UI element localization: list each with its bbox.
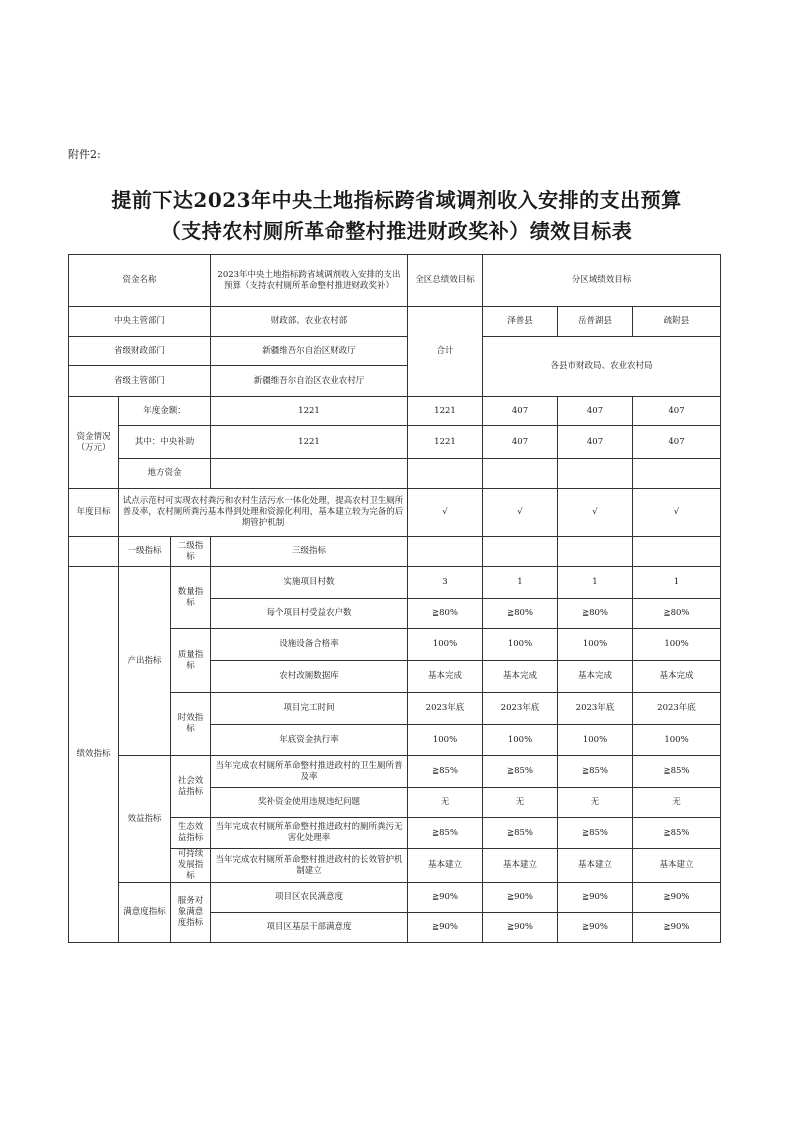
prov-finance-value: 新疆维吾尔自治区财政厅 [211, 337, 408, 366]
annual-amount-value: 1221 [211, 397, 408, 426]
indicator-value-region-1: ≧85% [483, 756, 558, 788]
indicator-value-total: ≧80% [408, 599, 483, 629]
indicator-value-region-2: 无 [558, 788, 633, 818]
header-blank-3 [558, 537, 633, 567]
performance-label: 绩效指标 [69, 567, 119, 943]
annual-goal-mark-3: √ [633, 489, 721, 537]
indicator-value-region-1: 无 [483, 788, 558, 818]
time-indicator-label: 时效指标 [171, 693, 211, 756]
region-2: 岳普湖县 [558, 307, 633, 337]
central-subsidy-region-3: 407 [633, 426, 721, 459]
indicator-value-total: 无 [408, 788, 483, 818]
header-blank-1 [408, 537, 483, 567]
indicator-name: 项目区基层干部满意度 [211, 913, 408, 943]
document-title-line1: 提前下达2023年中央土地指标跨省域调剂收入安排的支出预算 [111, 188, 682, 212]
central-subsidy-region-2: 407 [558, 426, 633, 459]
annual-amount-total: 1221 [408, 397, 483, 426]
indicator-value-region-2: 2023年底 [558, 693, 633, 725]
indicator-value-region-3: 2023年底 [633, 693, 721, 725]
indicator-value-total: 基本建立 [408, 849, 483, 883]
funds-label: 资金情况（万元） [69, 397, 119, 489]
indicator-name: 当年完成农村厕所革命整村推进政村的卫生厕所普及率 [211, 756, 408, 788]
prov-dept-value: 新疆维吾尔自治区农业农村厅 [211, 366, 408, 397]
indicator-value-region-2: 100% [558, 725, 633, 756]
indicator-value-region-1: 100% [483, 725, 558, 756]
quality-indicator-label: 质量指标 [171, 629, 211, 693]
service-satisfaction-label: 服务对象满意度指标 [171, 883, 211, 943]
indicator-value-region-1: ≧90% [483, 913, 558, 943]
prov-dept-label: 省级主管部门 [69, 366, 211, 397]
indicator-value-region-1: 100% [483, 629, 558, 661]
indicator-name: 当年完成农村厕所革命整村推进政村的长效管护机制建立 [211, 849, 408, 883]
indicator-value-region-2: ≧90% [558, 883, 633, 913]
indicator-name: 项目区农民满意度 [211, 883, 408, 913]
central-subsidy-total: 1221 [408, 426, 483, 459]
indicator-value-total: ≧90% [408, 913, 483, 943]
indicator-value-region-3: 基本建立 [633, 849, 721, 883]
indicator-value-region-2: ≧85% [558, 756, 633, 788]
indicator-value-region-1: ≧80% [483, 599, 558, 629]
indicator-name: 奖补资金使用违规违纪问题 [211, 788, 408, 818]
annual-goal-mark-2: √ [558, 489, 633, 537]
annual-amount-label: 年度金额： [119, 397, 211, 426]
indicator-value-region-2: ≧85% [558, 818, 633, 849]
total-target-label: 全区总绩效目标 [408, 255, 483, 307]
indicator-name: 设施设备合格率 [211, 629, 408, 661]
indicator-name: 农村改厕数据库 [211, 661, 408, 693]
indicator-value-total: 基本完成 [408, 661, 483, 693]
indicator-value-region-2: ≧80% [558, 599, 633, 629]
quantity-indicator-label: 数量指标 [171, 567, 211, 629]
annual-goal-label: 年度目标 [69, 489, 119, 537]
indicator-header-blank [69, 537, 119, 567]
local-funds-region-2 [558, 459, 633, 489]
indicator-value-region-3: ≧85% [633, 818, 721, 849]
central-dept-label: 中央主管部门 [69, 307, 211, 337]
document-title-line2: （支持农村厕所革命整村推进财政奖补）绩效目标表 [160, 219, 633, 243]
level2-header: 二级指标 [171, 537, 211, 567]
local-funds-region-1 [483, 459, 558, 489]
indicator-value-total: 100% [408, 629, 483, 661]
indicator-value-total: ≧85% [408, 756, 483, 788]
annual-amount-region-3: 407 [633, 397, 721, 426]
indicator-value-region-1: 2023年底 [483, 693, 558, 725]
indicator-value-total: 2023年底 [408, 693, 483, 725]
indicator-value-total: ≧85% [408, 818, 483, 849]
level3-header: 三级指标 [211, 537, 408, 567]
indicator-value-region-1: 1 [483, 567, 558, 599]
indicator-value-total: ≧90% [408, 883, 483, 913]
indicator-name: 当年完成农村厕所革命整村推进政村的厕所粪污无害化处理率 [211, 818, 408, 849]
sustain-indicator-label: 可持续发展指标 [171, 849, 211, 883]
central-subsidy-label: 其中：中央补助 [119, 426, 211, 459]
local-funds-value [211, 459, 408, 489]
local-funds-region-3 [633, 459, 721, 489]
indicator-value-region-3: 基本完成 [633, 661, 721, 693]
indicator-value-region-1: ≧90% [483, 883, 558, 913]
indicator-value-region-3: ≧90% [633, 883, 721, 913]
sub-target-label: 分区域绩效目标 [483, 255, 721, 307]
eco-indicator-label: 生态效益指标 [171, 818, 211, 849]
indicator-value-region-3: ≧90% [633, 913, 721, 943]
indicator-value-region-2: 1 [558, 567, 633, 599]
social-indicator-label: 社会效益指标 [171, 756, 211, 818]
indicator-value-region-3: ≧80% [633, 599, 721, 629]
level1-header: 一级指标 [119, 537, 171, 567]
regional-dept: 各县市财政局、农业农村局 [483, 337, 721, 397]
central-subsidy-value: 1221 [211, 426, 408, 459]
fund-name-value: 2023年中央土地指标跨省域调剂收入安排的支出预算（支持农村厕所革命整村推进财政奖补） [211, 255, 408, 307]
region-1: 泽普县 [483, 307, 558, 337]
central-subsidy-region-1: 407 [483, 426, 558, 459]
indicator-value-region-1: 基本完成 [483, 661, 558, 693]
indicator-value-region-3: 100% [633, 725, 721, 756]
indicator-value-region-3: ≧85% [633, 756, 721, 788]
indicator-name: 年底资金执行率 [211, 725, 408, 756]
indicator-name: 项目完工时间 [211, 693, 408, 725]
indicator-name: 每个项目村受益农户数 [211, 599, 408, 629]
indicator-value-region-2: 基本建立 [558, 849, 633, 883]
indicator-value-region-2: ≧90% [558, 913, 633, 943]
annual-amount-region-2: 407 [558, 397, 633, 426]
annual-amount-region-1: 407 [483, 397, 558, 426]
satisfaction-indicator-label: 满意度指标 [119, 883, 171, 943]
local-funds-total [408, 459, 483, 489]
indicator-value-region-1: ≧85% [483, 818, 558, 849]
header-blank-4 [633, 537, 721, 567]
benefit-indicator-label: 效益指标 [119, 756, 171, 883]
indicator-name: 实施项目村数 [211, 567, 408, 599]
region-3: 疏附县 [633, 307, 721, 337]
prov-finance-label: 省级财政部门 [69, 337, 211, 366]
header-blank-2 [483, 537, 558, 567]
indicator-value-region-2: 100% [558, 629, 633, 661]
indicator-value-region-3: 100% [633, 629, 721, 661]
local-funds-label: 地方资金 [119, 459, 211, 489]
total-label: 合计 [408, 307, 483, 397]
indicator-value-total: 100% [408, 725, 483, 756]
annual-goal-mark-total: √ [408, 489, 483, 537]
indicator-value-region-1: 基本建立 [483, 849, 558, 883]
annual-goal-text: 试点示范村可实现农村粪污和农村生活污水一体化处理，提高农村卫生厕所普及率，农村厕所粪污基本得到处理和资源化利用，基本建立较为完备的后期管护机制 [119, 489, 408, 537]
performance-target-table [68, 254, 721, 943]
indicator-value-region-2: 基本完成 [558, 661, 633, 693]
indicator-value-region-3: 1 [633, 567, 721, 599]
annual-goal-mark-1: √ [483, 489, 558, 537]
central-dept-value: 财政部、农业农村部 [211, 307, 408, 337]
indicator-value-total: 3 [408, 567, 483, 599]
indicator-value-region-3: 无 [633, 788, 721, 818]
output-indicator-label: 产出指标 [119, 567, 171, 756]
fund-name-label: 资金名称 [69, 255, 211, 307]
attachment-label: 附件2: [68, 148, 101, 161]
